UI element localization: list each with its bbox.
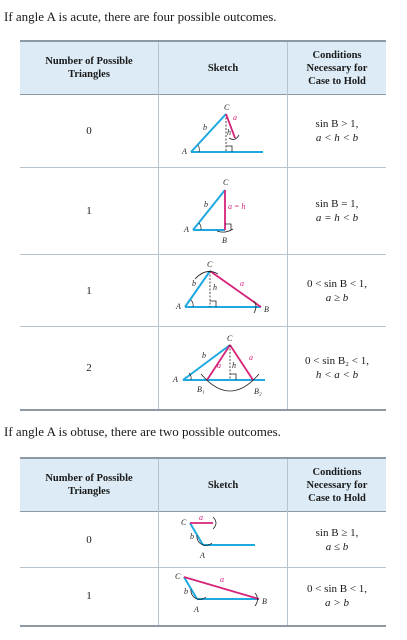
label-A: A xyxy=(176,301,181,311)
label-b: b xyxy=(184,587,188,597)
obtuse-header-row xyxy=(20,458,386,512)
label-A: A xyxy=(194,605,199,615)
obtuse-intro-text: If angle A is obtuse, there are two possible outcomes. xyxy=(4,424,281,439)
label-A: A xyxy=(173,374,178,384)
sketch-right-triangle xyxy=(173,171,273,251)
condition-line-1: sin B ≥ 1, xyxy=(315,526,359,539)
conditions-cell xyxy=(288,168,387,255)
sketch-two-triangles xyxy=(165,330,281,406)
table-row xyxy=(20,568,386,626)
label-C: C xyxy=(223,178,229,187)
label-C: C xyxy=(227,333,233,343)
conditions-cell xyxy=(288,512,387,568)
label-A: A xyxy=(182,147,187,156)
sketch-one-triangle xyxy=(168,258,278,324)
triangle-count: 0 xyxy=(86,533,92,546)
acute-cases-table xyxy=(20,40,386,411)
angle-arc xyxy=(198,145,199,152)
angle-arc xyxy=(191,300,193,307)
header-conditions: Conditions Necessary for Case to Hold xyxy=(288,458,387,512)
table-row xyxy=(20,255,386,327)
obtuse-intro xyxy=(4,424,281,440)
sketch-cell xyxy=(159,255,288,327)
label-a2: a xyxy=(249,352,253,362)
sketch-no-triangle xyxy=(173,97,273,165)
acute-header-row xyxy=(20,41,386,95)
side-a xyxy=(210,271,261,307)
condition-line-1: 0 < sin B < 1, xyxy=(306,583,368,596)
label-h: h xyxy=(227,128,231,137)
label-B2: B₂ xyxy=(254,386,262,396)
header-sketch: Sketch xyxy=(159,458,288,512)
condition-line-1: 0 < sin B₂ < 1, xyxy=(305,354,369,367)
header-number: Number of Possible Triangles xyxy=(20,458,159,512)
condition-line-2: a > b xyxy=(325,597,349,610)
side-b xyxy=(191,114,226,152)
label-a-eq-h: a = h xyxy=(228,202,246,211)
condition-line-1: sin B = 1, xyxy=(315,198,359,210)
acute-intro xyxy=(4,9,277,25)
label-B: B xyxy=(222,236,227,245)
triangle-count: 1 xyxy=(86,205,92,217)
label-B: B xyxy=(262,597,267,607)
label-a1: a xyxy=(217,360,221,370)
label-A: A xyxy=(184,225,189,234)
sketch-obtuse-none xyxy=(173,513,273,567)
table-row xyxy=(20,327,386,410)
conditions-cell xyxy=(288,95,387,168)
sketch-cell xyxy=(159,327,288,410)
label-a: a xyxy=(240,278,244,288)
label-C: C xyxy=(224,103,230,112)
header-conditions: Conditions Necessary for Case to Hold xyxy=(288,41,387,95)
label-h: h xyxy=(232,360,236,370)
triangle-count: 1 xyxy=(86,284,92,297)
conditions-cell xyxy=(288,568,387,626)
table-row xyxy=(20,95,386,168)
acute-intro-text: If angle A is acute, there are four possible outcomes. xyxy=(4,9,277,24)
label-a: a xyxy=(199,512,203,522)
condition-line-2: a ≤ b xyxy=(325,540,349,553)
label-C: C xyxy=(181,517,187,527)
condition-line-1: sin B > 1, xyxy=(315,118,359,130)
obtuse-cases-table xyxy=(20,457,386,627)
condition-line-2: h < a < b xyxy=(315,368,359,381)
conditions-cell xyxy=(288,327,387,410)
condition-line-2: a = h < b xyxy=(315,212,359,224)
arc xyxy=(213,517,216,529)
label-B: B xyxy=(264,304,269,314)
label-B1: B₁ xyxy=(197,384,205,394)
sketch-obtuse-one xyxy=(167,568,279,624)
side-b xyxy=(193,190,225,230)
triangle-count: 1 xyxy=(86,590,92,603)
header-number: Number of Possible Triangles xyxy=(20,41,159,95)
condition-line-2: a < h < b xyxy=(315,132,359,144)
sketch-cell xyxy=(159,512,288,568)
table-row xyxy=(20,512,386,568)
header-sketch: Sketch xyxy=(159,41,288,95)
label-b: b xyxy=(202,350,206,360)
table-row xyxy=(20,168,386,255)
label-b: b xyxy=(190,531,194,541)
label-C: C xyxy=(207,259,213,269)
sketch-cell xyxy=(159,95,288,168)
label-a: a xyxy=(233,113,237,122)
angle-arc xyxy=(199,223,201,230)
label-C: C xyxy=(175,572,181,582)
label-b: b xyxy=(192,278,196,288)
sketch-cell xyxy=(159,168,288,255)
label-a: a xyxy=(220,575,224,585)
triangle-count: 0 xyxy=(86,125,92,137)
label-A: A xyxy=(200,550,205,560)
condition-line-1: 0 < sin B < 1, xyxy=(306,277,368,290)
triangle-count: 2 xyxy=(86,361,92,374)
sketch-cell xyxy=(159,568,288,626)
condition-line-2: a ≥ b xyxy=(325,291,349,304)
label-b: b xyxy=(204,200,208,209)
label-h: h xyxy=(213,282,217,292)
conditions-cell xyxy=(288,255,387,327)
label-b: b xyxy=(203,123,207,132)
